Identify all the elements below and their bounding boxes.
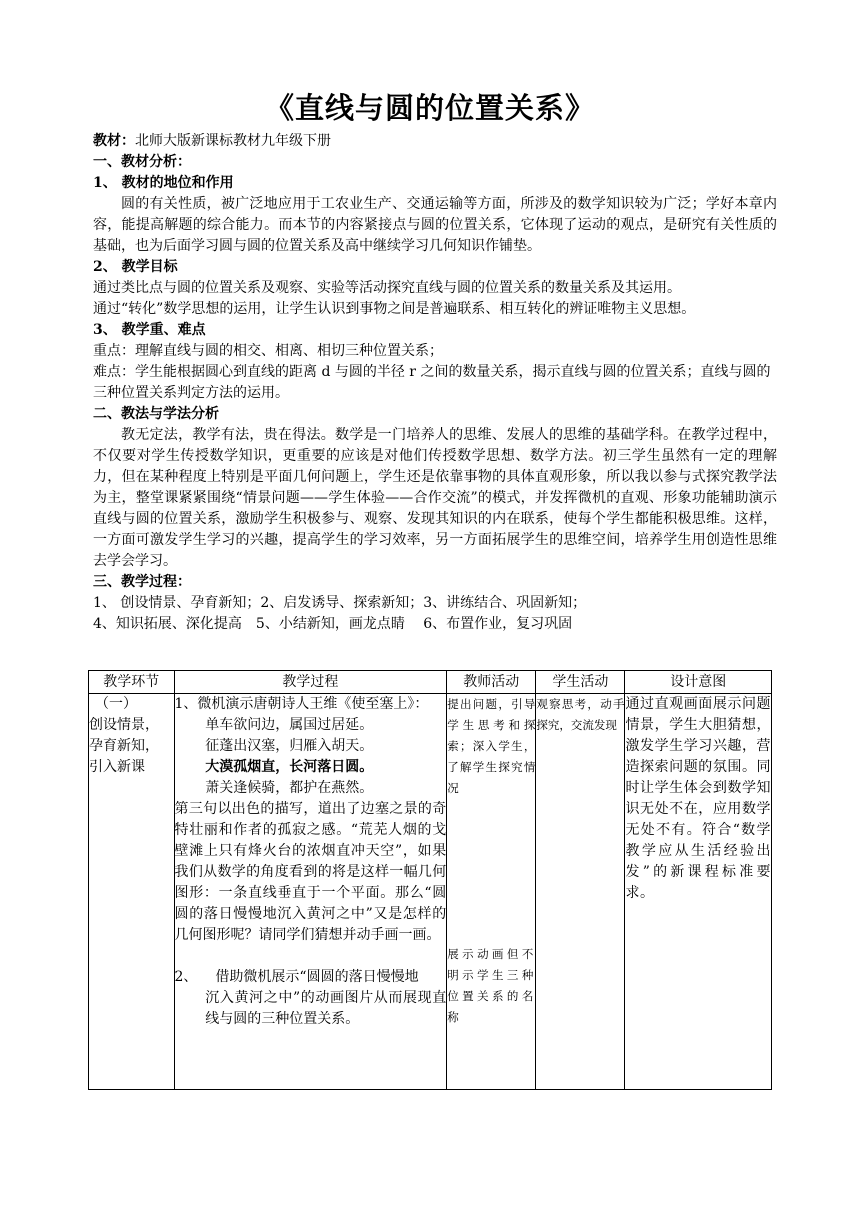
paragraph: 圆的有关性质，被广泛地应用于工农业生产、交通运输等方面，所涉及的数学知识较为广泛；学好本章内容，能提高解题的综合能力。而本节的内容紧接点与圆的位置关系，它体现了运动的观点，是研究有关性质的基础，也为后面学习圆与圆的位置关系及高中继续学习几何知识作铺垫。 [93, 196, 777, 254]
process-steps-line: 1、 创设情景、孕育新知；2、启发诱导、探索新知；3、讲练结合、巩固新知； [93, 595, 587, 611]
teaching-process-table [88, 670, 772, 1090]
column-header: 教学过程 [174, 671, 447, 694]
document-title: 《直线与圆的位置关系》 [264, 91, 595, 125]
process-cell: 1、微机演示唐朝诗人王维《使至塞上》： 单车欲问边，属国过居延。 征蓬出汉塞，归雁入胡天。 大漠孤烟直，长河落日圆。 萧关逢候骑，都护在燕然。 第三句以出色的描写，道出了边塞之景的奇特壮丽和作者的孤寂之感。“荒芜人烟的戈壁滩上只有烽火台的浓烟直冲天空”，如果我们从数学的角度看到的将是这样一幅几何图形：一条直线垂直于一个平面。那么“圆圆的落日慢慢地沉入黄河之中”又是怎样的几何图形呢？请同学们猜想并动手画一画。 2、 借助微机展示“圆圆的落日慢慢地 沉入黄河之中”的动画图片从而展现直线与圆的三种位置关系。 [174, 694, 447, 1090]
subsection-heading: 2、 教学目标 [93, 259, 178, 275]
paragraph: 通过“转化”数学思想的运用，让学生认识到事物之间是普遍联系、相互转化的辨证唯物主义思想。 [93, 301, 696, 317]
column-header: 教师活动 [447, 671, 536, 694]
design-intent-cell: 通过直观画面展示问题情景，学生大胆猜想，激发学生学习兴趣，营造探索问题的氛围。同时让学生体会到数学知识无处不在，应用数学无处不有。符合“数学教学应从生活经验出发”的新课程标准要求。 [625, 694, 772, 1090]
process-steps-line: 4、知识拓展、深化提高 5、小结新知，画龙点睛 6、布置作业，复习巩固 [93, 616, 573, 632]
subsection-heading: 3、 教学重、难点 [93, 322, 206, 338]
paragraph: 重点：理解直线与圆的相交、相离、相切三种位置关系； [93, 343, 443, 359]
column-header: 设计意图 [625, 671, 772, 694]
teacher-activity-cell: 提出问题，引导学生思考和探索；深入学生，了解学生探究情况 展示动画但不明示学生三种位置关系的名称 [447, 694, 536, 1090]
column-header: 教学环节 [89, 671, 175, 694]
paragraph: 教无定法，教学有法，贵在得法。数学是一门培养人的思维、发展人的思维的基础学科。在教学过程中，不仅要对学生传授数学知识，更重要的应该是对他们传授数学思想、数学方法。初三学生虽然有一定的理解力，但在某种程度上特别是平面几何问题上，学生还是依靠事物的具体直观形象，所以我以参与式探究教学法为主，整堂课紧紧围绕“情景问题——学生体验——合作交流”的模式，并发挥微机的直观、形象功能辅助演示直线与圆的位置关系，激励学生积极参与、观察、发现其知识的内在联系，使每个学生都能积极思维。这样，一方面可激发学生学习的兴趣，提高学生的学习效率，另一方面拓展学生的思维空间，培养学生用创造性思维去学会学习。 [93, 427, 777, 569]
material-line: 教材：北师大版新课标教材九年级下册 [93, 133, 331, 149]
table-row [89, 694, 772, 1090]
subsection-heading: 1、 教材的地位和作用 [93, 175, 234, 191]
section-heading: 二、教法与学法分析 [93, 406, 219, 422]
stage-cell: （一） 创设情景， 孕育新知， 引入新课 [89, 694, 175, 1090]
column-header: 学生活动 [536, 671, 625, 694]
paragraph: 通过类比点与圆的位置关系及观察、实验等活动探究直线与圆的位置关系的数量关系及其运用。 [93, 280, 681, 296]
section-heading: 三、教学过程： [93, 574, 191, 590]
section-heading: 一、教材分析： [93, 154, 191, 170]
student-activity-cell: 观察思考，动手探究，交流发现 [536, 694, 625, 1090]
paragraph: 难点：学生能根据圆心到直线的距离 d 与圆的半径 r 之间的数量关系，揭示直线与圆的位置关系；直线与圆的三种位置关系判定方法的运用。 [93, 364, 771, 401]
document-body [93, 131, 777, 635]
table-header-row [89, 671, 772, 694]
